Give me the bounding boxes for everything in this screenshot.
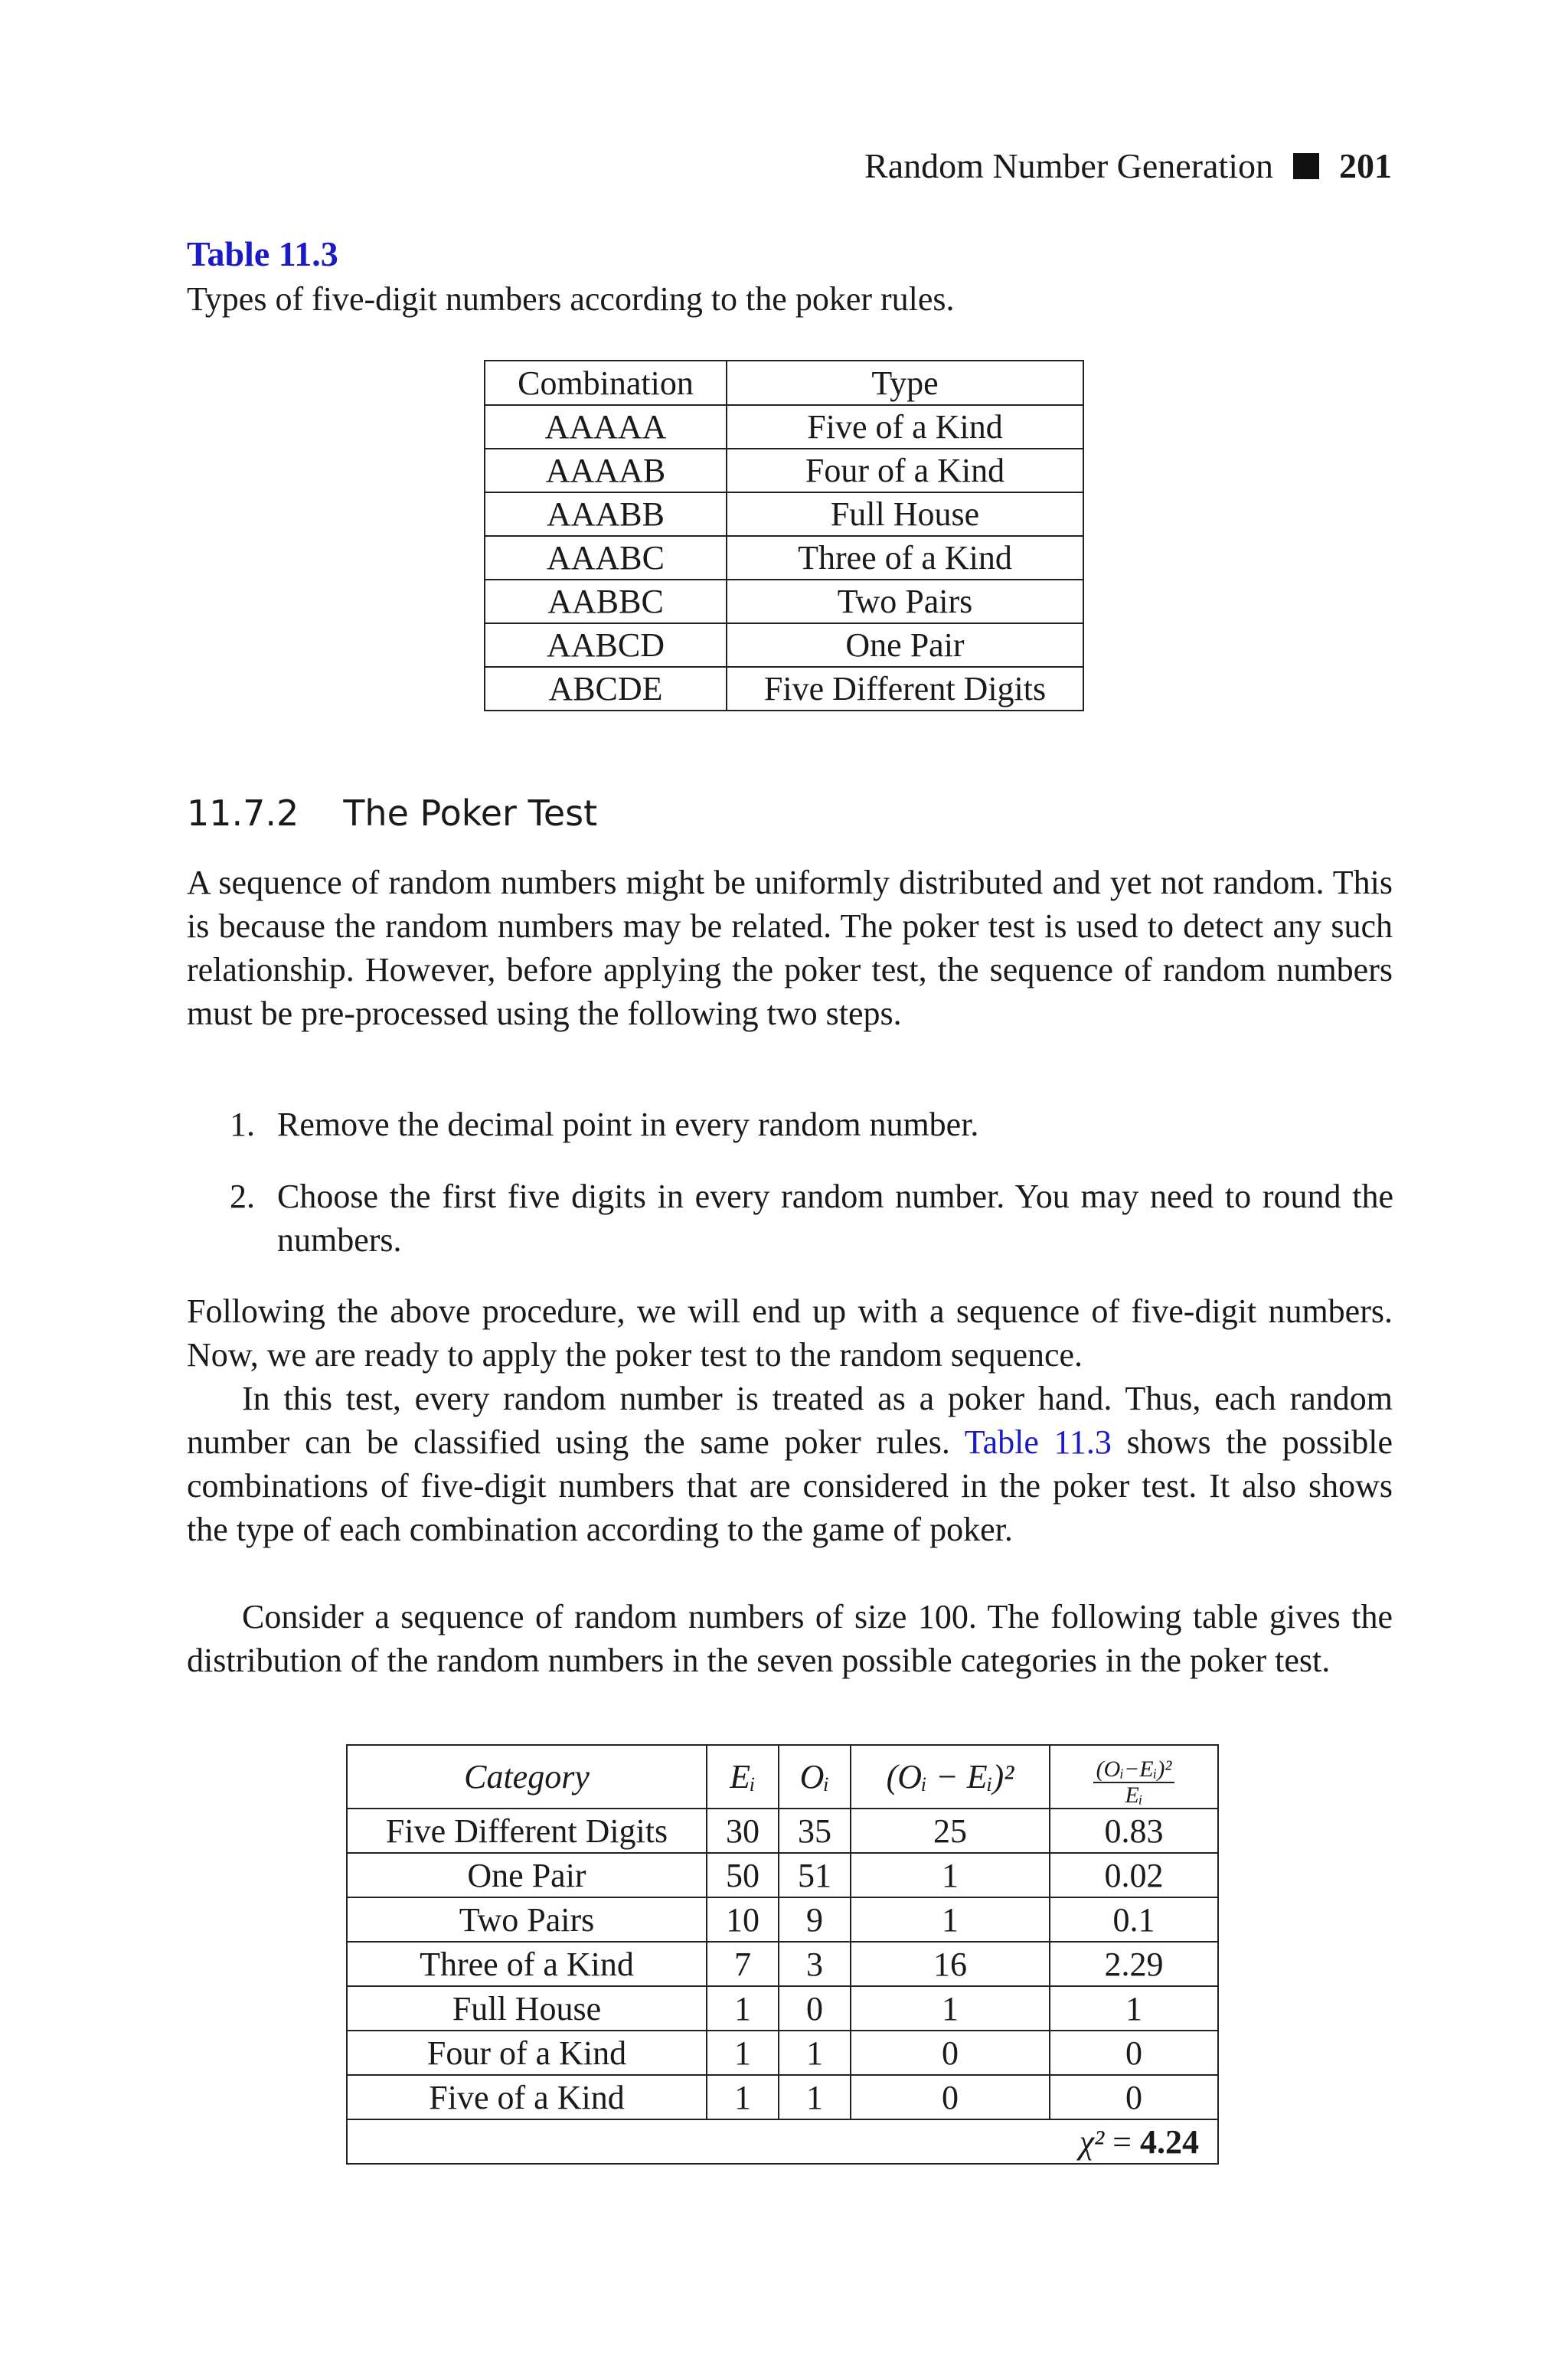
table-cell: 3 bbox=[779, 1942, 851, 1986]
table-cell: Three of a Kind bbox=[727, 536, 1083, 580]
table-cell: Five Different Digits bbox=[727, 667, 1083, 711]
column-header: Type bbox=[727, 361, 1083, 405]
fraction-denominator: Eᵢ bbox=[1125, 1782, 1143, 1808]
table-cell: 1 bbox=[851, 1986, 1050, 2031]
table-row bbox=[485, 536, 1083, 580]
table-cell: Five of a Kind bbox=[347, 2075, 707, 2119]
table-cell: 2.29 bbox=[1050, 1942, 1218, 1986]
table-cell: Five of a Kind bbox=[727, 405, 1083, 449]
table-caption: Types of five-digit numbers according to the poker rules. bbox=[187, 280, 955, 318]
table-cell: 1 bbox=[851, 1897, 1050, 1942]
table-label: Table 11.3 bbox=[187, 234, 338, 273]
running-head bbox=[864, 145, 1392, 186]
table-cell: AABCD bbox=[485, 623, 727, 667]
table-cell: 1 bbox=[779, 2075, 851, 2119]
table-reference-link[interactable]: Table 11.3 bbox=[964, 1423, 1112, 1461]
table-row bbox=[485, 449, 1083, 492]
table-cell: 1 bbox=[1050, 1986, 1218, 2031]
table-cell: 0 bbox=[1050, 2075, 1218, 2119]
poker-test-table bbox=[346, 1744, 1219, 2165]
chi-square-value: 4.24 bbox=[1140, 2122, 1199, 2161]
table-cell: AAABC bbox=[485, 536, 727, 580]
chi-square-total bbox=[347, 2119, 1218, 2164]
column-header-expected: Eᵢ bbox=[707, 1745, 779, 1809]
list-number: 1. bbox=[230, 1106, 255, 1143]
table-total-row bbox=[347, 2119, 1218, 2164]
table-cell: ABCDE bbox=[485, 667, 727, 711]
table-cell: 0.1 bbox=[1050, 1897, 1218, 1942]
table-row bbox=[347, 2031, 1218, 2075]
table-row bbox=[347, 1986, 1218, 2031]
fraction bbox=[1093, 1757, 1175, 1808]
running-title: Random Number Generation bbox=[864, 146, 1273, 185]
combination-type-table bbox=[484, 360, 1084, 711]
table-cell: 0 bbox=[779, 1986, 851, 2031]
table-cell: 0 bbox=[851, 2031, 1050, 2075]
table-cell: AAABB bbox=[485, 492, 727, 536]
square-bullet-icon bbox=[1293, 153, 1319, 179]
column-header-observed: Oᵢ bbox=[779, 1745, 851, 1809]
table-header-row bbox=[347, 1745, 1218, 1809]
section-number: 11.7.2 bbox=[187, 792, 299, 834]
equals-sign: = bbox=[1112, 2122, 1132, 2161]
table-row bbox=[485, 623, 1083, 667]
paragraph-sample: Consider a sequence of random numbers of size 100. The following table gives the distribution of the random numbers in the seven possible categories in the poker test. bbox=[187, 1598, 1393, 1679]
column-header-category: Category bbox=[347, 1745, 707, 1809]
table-cell: Full House bbox=[727, 492, 1083, 536]
table-header-row bbox=[485, 361, 1083, 405]
table-cell: Four of a Kind bbox=[727, 449, 1083, 492]
table-cell: AABBC bbox=[485, 580, 727, 623]
table-cell: 1 bbox=[707, 2075, 779, 2119]
list-text: Remove the decimal point in every random number. bbox=[277, 1106, 979, 1143]
table-row bbox=[485, 580, 1083, 623]
column-header-ratio bbox=[1050, 1745, 1218, 1809]
table-cell: 50 bbox=[707, 1853, 779, 1897]
fraction-numerator: (Oᵢ−Eᵢ)² bbox=[1093, 1757, 1175, 1783]
table-cell: Two Pairs bbox=[347, 1897, 707, 1942]
table-row bbox=[485, 405, 1083, 449]
table-cell: AAAAB bbox=[485, 449, 727, 492]
list-item bbox=[230, 1103, 1393, 1146]
table-cell: 16 bbox=[851, 1942, 1050, 1986]
table-cell: One Pair bbox=[727, 623, 1083, 667]
table-cell: 1 bbox=[707, 1986, 779, 2031]
table-cell: 0.02 bbox=[1050, 1853, 1218, 1897]
paragraph-procedure: Following the above procedure, we will end up with a sequence of five-digit numbers. Now, we are ready to apply the poker test to the random sequence. bbox=[187, 1292, 1393, 1374]
table-cell: 0 bbox=[1050, 2031, 1218, 2075]
section-title: The Poker Test bbox=[343, 792, 598, 834]
table-cell: 25 bbox=[851, 1809, 1050, 1853]
page-number: 201 bbox=[1339, 146, 1392, 185]
table-row bbox=[347, 1942, 1218, 1986]
table-cell: 51 bbox=[779, 1853, 851, 1897]
table-cell: Two Pairs bbox=[727, 580, 1083, 623]
table-cell: Four of a Kind bbox=[347, 2031, 707, 2075]
column-header-diff-squared: (Oᵢ − Eᵢ)² bbox=[851, 1745, 1050, 1809]
table-cell: Three of a Kind bbox=[347, 1942, 707, 1986]
section-heading bbox=[187, 792, 597, 834]
table-row bbox=[485, 667, 1083, 711]
table-cell: 1 bbox=[851, 1853, 1050, 1897]
table-row bbox=[485, 492, 1083, 536]
paragraph-intro: A sequence of random numbers might be uniformly distributed and yet not random. This is because the random numbers may be related. The poker test is used to detect any such relationship. However, before applying the poker test, the sequence of random numbers must be pre-processed using the following two steps. bbox=[187, 864, 1393, 1032]
table-row bbox=[347, 1853, 1218, 1897]
table-cell: 35 bbox=[779, 1809, 851, 1853]
table-cell: 10 bbox=[707, 1897, 779, 1942]
table-cell: Full House bbox=[347, 1986, 707, 2031]
table-cell: 9 bbox=[779, 1897, 851, 1942]
list-text: Choose the first five digits in every random number. You may need to round the numbers. bbox=[277, 1178, 1393, 1259]
table-cell: 0.83 bbox=[1050, 1809, 1218, 1853]
chi-square-symbol: χ² bbox=[1079, 2122, 1105, 2161]
paragraph-poker-hand bbox=[187, 1377, 1393, 1551]
table-cell: 0 bbox=[851, 2075, 1050, 2119]
table-cell: 7 bbox=[707, 1942, 779, 1986]
paragraph-text: In this test, every random number is treated as a poker hand. Thus, each random number can be classified using the same poker rules. bbox=[187, 1380, 1393, 1461]
table-row bbox=[347, 1897, 1218, 1942]
paragraph-text: shows the possible combinations of five-digit numbers that are considered in the poker test. It also shows the type of each combination according to the game of poker. bbox=[187, 1423, 1393, 1548]
table-cell: AAAAA bbox=[485, 405, 727, 449]
table-cell: 30 bbox=[707, 1809, 779, 1853]
table-cell: 1 bbox=[707, 2031, 779, 2075]
list-item bbox=[230, 1175, 1393, 1262]
table-row bbox=[347, 2075, 1218, 2119]
table-row bbox=[347, 1809, 1218, 1853]
column-header: Combination bbox=[485, 361, 727, 405]
table-cell: Five Different Digits bbox=[347, 1809, 707, 1853]
list-number: 2. bbox=[230, 1178, 255, 1215]
table-cell: One Pair bbox=[347, 1853, 707, 1897]
table-cell: 1 bbox=[779, 2031, 851, 2075]
